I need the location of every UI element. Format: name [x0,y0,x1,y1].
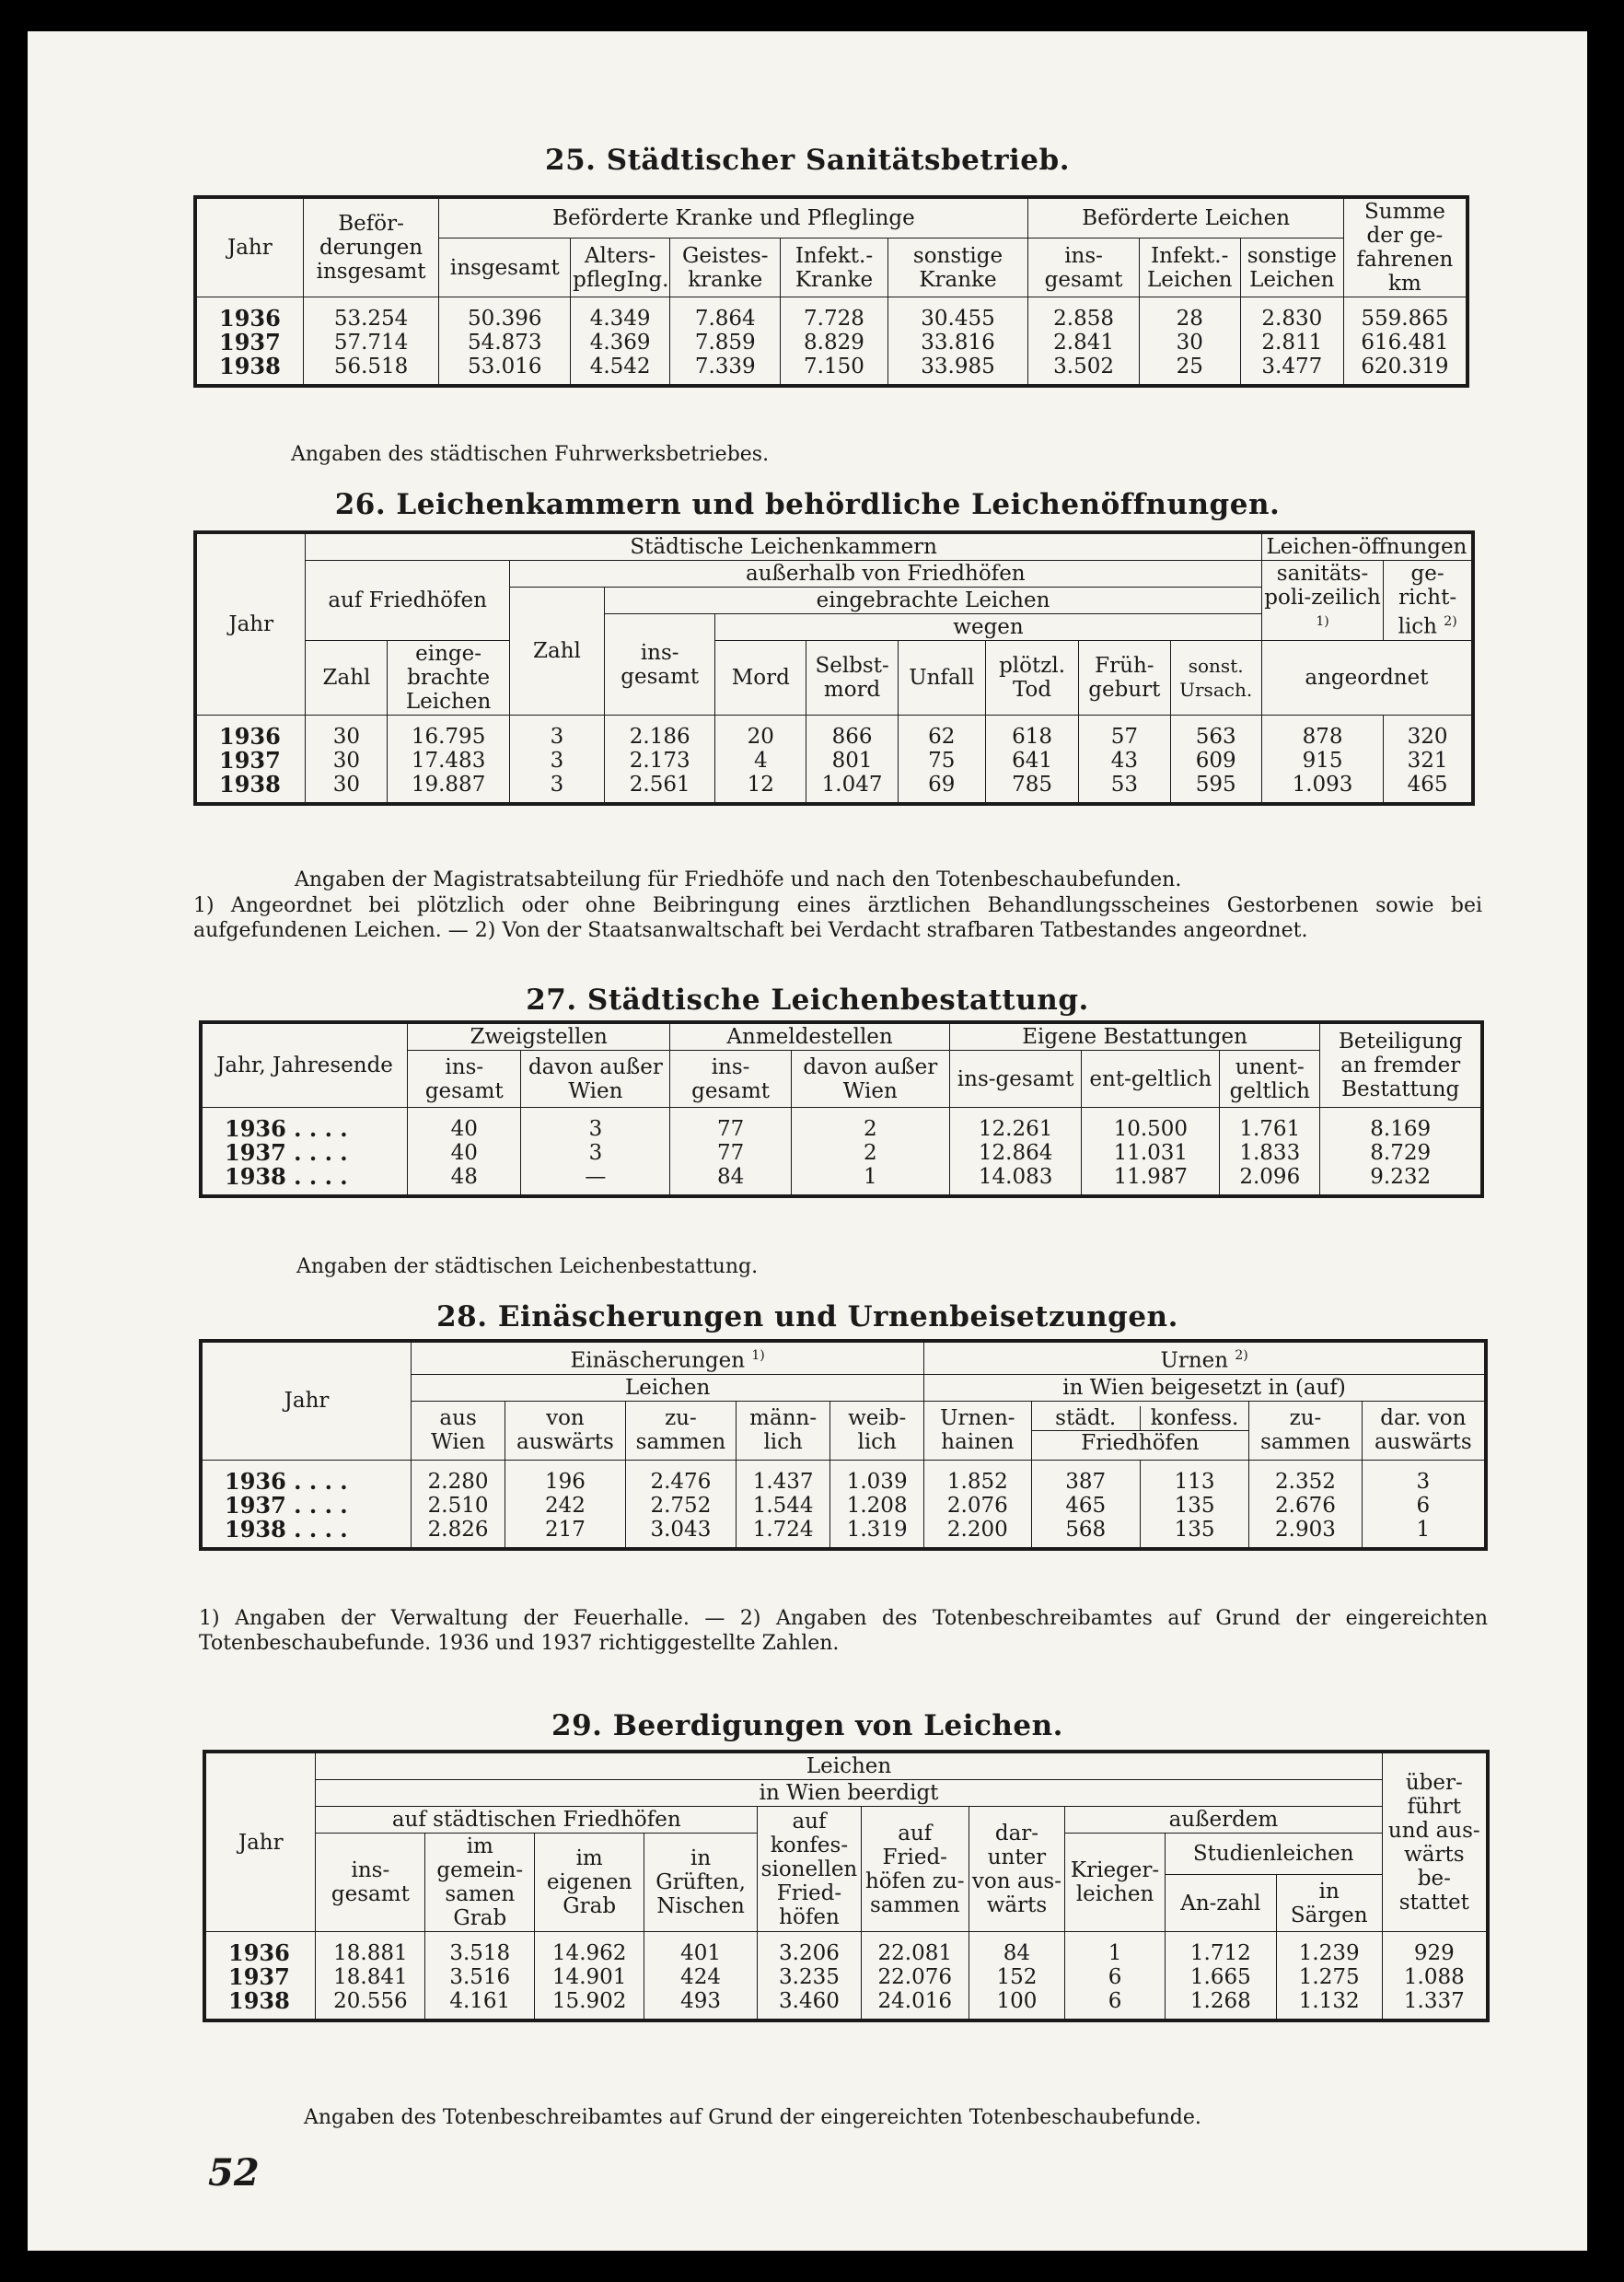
t29-col-2: 3.518 3.516 4.161 [425,1932,535,2021]
t29-col-8: 1 6 6 [1065,1932,1166,2021]
t28-col-8: 113 135 135 [1140,1460,1248,1549]
t29-col-10: 1.239 1.275 1.132 [1276,1932,1382,2021]
t28-col-2: 196 242 217 [505,1460,626,1549]
t26-h-sani: sanitäts-poli-zeilich $^{1)}$ [1261,561,1383,641]
t28-col-4: 1.437 1.544 1.724 [737,1460,830,1549]
t28-h-jahr: Jahr [201,1341,412,1460]
t29-h-staedt: auf städtischen Friedhöfen [316,1807,758,1834]
t26-h-ploetzl: plötzl. Tod [985,641,1078,716]
t27-title: 27. Städtische Leichenbestattung. [526,984,1089,1017]
t27-h-an-davon: davon außer Wien [791,1051,949,1108]
t26-h-eing2: eingebrachte Leichen [605,588,1262,614]
t26-col-7: 62 75 69 [898,716,985,805]
t29-year-col [204,1932,316,2021]
t25-h-kalt: Alters-pflegIng. [571,239,670,297]
t27-year: 1937 . . . . [225,1139,348,1166]
t26-col-9: 57 43 53 [1079,716,1170,805]
t29-h-gemein: im gemein-samen Grab [425,1834,535,1932]
t28-h-inwien: in Wien beigesetzt in (auf) [924,1374,1486,1401]
t29-h-darunter: dar-unter von aus-wärts [969,1807,1065,1932]
t26-h-stl: Städtische Leichenkammern [306,532,1261,561]
t28-year: 1936 . . . . [225,1467,348,1495]
t27-heading [28,984,1587,1017]
t28-table [199,1339,1488,1551]
t26-h-auf: auf Friedhöfen [306,561,509,641]
t26-title: 26. Leichenkammern und behördliche Leichenöffnungen. [334,488,1281,521]
t27-year-col [201,1108,408,1197]
t26-col-1: 30 30 30 [306,716,388,805]
t29-h-fried: auf Fried-höfen zu-sammen [861,1807,969,1932]
t29-col-1: 18.881 18.841 20.556 [316,1932,425,2021]
t27-col-4: 2 2 1 [791,1108,949,1197]
t26-h-mord: Mord [715,641,806,716]
t26-body [195,716,1473,805]
t26-col-2: 16.795 17.483 19.887 [388,716,509,805]
t25-body [195,297,1467,387]
t25-col-3: 4.349 4.369 4.542 [571,297,670,387]
t27-h-zw-davon: davon außer Wien [521,1051,670,1108]
t27-col-6: 10.500 11.031 11.987 [1082,1108,1220,1197]
t26-h-lo: Leichen-öffnungen [1261,532,1473,561]
t27-h-eig: Eigene Bestattungen [949,1022,1320,1051]
t29-col-9: 1.712 1.665 1.268 [1165,1932,1276,2021]
t26-col-4: 2.186 2.173 2.561 [605,716,715,805]
t27-body [201,1108,1482,1197]
t29-h-konf: auf konfes-sionellen Fried-höfen [758,1807,862,1932]
t26-h-zahl1: Zahl [306,641,388,716]
t29-table [203,1750,1490,2022]
t29-col-11: 929 1.088 1.337 [1382,1932,1488,2021]
t25-h-summe: Summe der ge-fahrenen km [1343,197,1467,297]
t25-heading [28,144,1587,177]
t26-col-10: 563 609 595 [1170,716,1261,805]
t26-year: 1937 [219,747,281,774]
t28-year: 1937 . . . . [225,1491,348,1519]
t26-h-eing1: einge-brachte Leichen [388,641,509,716]
t29-h-krieger: Krieger-leichen [1065,1834,1166,1932]
t26-col-6: 866 801 1.047 [806,716,898,805]
t27-table [199,1020,1484,1198]
t25-col-2: 50.396 54.873 53.016 [439,297,571,387]
t28-h-fried: Friedhöfen [1081,1430,1200,1455]
t27-year: 1938 . . . . [225,1163,348,1190]
t25-title: 25. Städtischer Sanitätsbetrieb. [545,144,1070,177]
t27-col-3: 77 77 84 [670,1108,792,1197]
t28-col-9: 2.352 2.676 2.903 [1249,1460,1362,1549]
t25-year: 1938 [219,353,281,379]
t25-year: 1936 [219,305,281,332]
t28-h-weib: weib-lich [830,1401,924,1460]
t28-h-zus: zu-sammen [625,1401,736,1460]
t25-h-kinf: Infekt.-Kranke [781,239,887,297]
t28-col-7: 387 465 568 [1031,1460,1140,1549]
t26-h-zahl2: Zahl [509,588,604,716]
t29-note: Angaben des Totenbeschreibamtes auf Grund der eingereichten Totenbeschaubefunde. [304,2106,1201,2129]
t25-col-8: 28 30 25 [1139,297,1240,387]
t26-h-frueh: Früh-geburt [1079,641,1170,716]
t26-h-selbst: Selbst-mord [806,641,898,716]
t28-h-darvon: dar. von auswärts [1362,1401,1486,1460]
t27-h-zw-ins: ins-gesamt [408,1051,521,1108]
t29-h-inwien: in Wien beerdigt [316,1780,1382,1807]
t25-h-kson: sonstige Kranke [887,239,1028,297]
t29-h-ueber: über-führt und aus-wärts be-stattet [1382,1752,1488,1932]
t26-year: 1936 [219,723,281,750]
t28-note: 1) Angaben der Verwaltung der Feuerhalle. — 2) Angaben des Totenbeschreibamtes auf Grund der eingereichten Totenbeschaubefunde. 1936 und 1937 richtiggestellte Zahlen. [199,1607,1488,1655]
t25-h-jahr: Jahr [195,197,303,297]
t25-col-7: 2.858 2.841 3.502 [1028,297,1139,387]
t29-col-7: 84 152 100 [969,1932,1065,2021]
t27-h-anm: Anmeldestellen [670,1022,949,1051]
t29-year: 1936 [228,1939,290,1966]
t28-col-10: 3 6 1 [1362,1460,1486,1549]
t25-h-bef: Beför-derungen insgesamt [303,197,439,297]
t28-h-ein: Einäscherungen $^{1)}$ [412,1341,924,1374]
t25-col-9: 2.830 2.811 3.477 [1240,297,1343,387]
t27-h-beteil: Beteiligung an fremder Bestattung [1320,1022,1482,1108]
t28-col-3: 2.476 2.752 3.043 [625,1460,736,1549]
t25-h-kins: insgesamt [439,239,571,297]
t29-h-eigen: im eigenen Grab [535,1834,644,1932]
t26-h-ang: angeordnet [1261,641,1473,716]
t28-year: 1938 . . . . [225,1515,348,1543]
t28-col-1: 2.280 2.510 2.826 [412,1460,505,1549]
t29-h-anzahl: An-zahl [1165,1875,1276,1932]
t25-h-kgei: Geistes-kranke [670,239,781,297]
t29-title: 29. Beerdigungen von Leichen. [551,1709,1063,1742]
t27-year: 1936 . . . . [225,1115,348,1142]
t25-col-1: 53.254 57.714 56.518 [303,297,439,387]
t29-heading [28,1709,1587,1742]
t27-col-8: 8.169 8.729 9.232 [1320,1108,1482,1197]
t26-heading [28,488,1587,521]
t25-h-lins: ins-gesamt [1028,239,1139,297]
t26-note1: Angaben der Magistratsabteilung für Friedhöfe und nach den Totenbeschaubefunden. [295,868,1182,891]
t29-h-jahr: Jahr [204,1752,316,1932]
t28-h-hain: Urnen-hainen [924,1401,1031,1460]
t26-h-ger: ge-richt-lich $^{2)}$ [1384,561,1473,641]
t26-h-insg: ins-gesamt [605,614,715,716]
page [28,31,1587,2251]
t26-h-sonst: sonst. Ursach. [1170,641,1261,716]
t28-h-von: von auswärts [505,1401,626,1460]
t27-col-5: 12.261 12.864 14.083 [949,1108,1082,1197]
t25-table [193,195,1469,388]
t29-h-ausserdem: außerdem [1065,1807,1382,1834]
t28-title: 28. Einäscherungen und Urnenbeisetzungen. [436,1300,1178,1333]
t29-h-grueft: in Grüften, Nischen [644,1834,758,1932]
t26-h-unfall: Unfall [898,641,985,716]
t28-h-urnen: Urnen $^{2)}$ [924,1341,1486,1374]
t28-h-staedt: städt. [1032,1406,1141,1430]
t25-col-10: 559.865 616.481 620.319 [1343,297,1467,387]
t27-col-1: 40 40 48 [408,1108,521,1197]
t28-h-aus: aus Wien [412,1401,505,1460]
t29-h-ins: ins-gesamt [316,1834,425,1932]
t27-h-eb-ins: ins-gesamt [949,1051,1082,1108]
t27-h-zweig: Zweigstellen [408,1022,670,1051]
t29-year: 1937 [228,1963,290,1990]
page-number: 52 [208,2151,260,2195]
t26-col-5: 20 4 12 [715,716,806,805]
t26-col-3: 3 3 3 [509,716,604,805]
t25-h-leichen: Beförderte Leichen [1028,197,1343,239]
t28-h-leichen: Leichen [412,1374,924,1401]
t25-h-linf: Infekt.-Leichen [1139,239,1240,297]
t27-col-2: 3 3 — [521,1108,670,1197]
t29-col-6: 22.081 22.076 24.016 [861,1932,969,2021]
t26-h-jahr: Jahr [195,532,306,716]
t25-year-col [195,297,303,387]
t28-body [201,1460,1486,1549]
t28-h-konf: konfess. [1150,1405,1239,1430]
t25-col-6: 30.455 33.816 33.985 [887,297,1028,387]
t28-col-6: 1.852 2.076 2.200 [924,1460,1031,1549]
t27-h-entg: ent-geltlich [1082,1051,1220,1108]
t29-h-saerge: in Särgen [1276,1875,1382,1932]
t27-col-7: 1.761 1.833 2.096 [1220,1108,1320,1197]
t26-year: 1938 [219,771,281,798]
t26-col-12: 320 321 465 [1384,716,1473,805]
t27-h-unentg: unent-geltlich [1220,1051,1320,1108]
t25-h-kranke: Beförderte Kranke und Pfleglinge [439,197,1028,239]
t26-year-col [195,716,306,805]
t28-heading [28,1300,1587,1333]
t26-col-11: 878 915 1.093 [1261,716,1383,805]
t27-h-jahr: Jahr, Jahresende [201,1022,408,1108]
t26-h-ausserhalb: außerhalb von Friedhöfen [509,561,1261,588]
t29-year: 1938 [228,1987,290,2014]
t25-col-4: 7.864 7.859 7.339 [670,297,781,387]
t29-col-5: 3.206 3.235 3.460 [758,1932,862,2021]
t26-col-8: 618 641 785 [985,716,1078,805]
t26-note2: 1) Angeordnet bei plötzlich oder ohne Beibringung eines ärztlichen Behandlungsscheines Gestorbenen sowie bei aufgefundenen Leichen. — 2) Von der Staatsanwaltschaft bei Verdacht strafbaren Tatbestandes angeordnet. [193,894,1482,942]
t29-h-leichen: Leichen [316,1752,1382,1780]
t25-col-5: 7.728 8.829 7.150 [781,297,887,387]
t27-h-an-ins: ins-gesamt [670,1051,792,1108]
t29-h-studien: Studienleichen [1165,1834,1382,1875]
t27-note: Angaben der städtischen Leichenbestattung. [296,1255,759,1278]
t25-year: 1937 [219,329,281,355]
t29-col-4: 401 424 493 [644,1932,758,2021]
t29-body [204,1932,1488,2021]
t25-h-lson: sonstige Leichen [1240,239,1343,297]
t29-col-3: 14.962 14.901 15.902 [535,1932,644,2021]
t26-table [193,530,1475,806]
t28-h-friedhoefe [1031,1401,1249,1460]
t26-h-wegen: wegen [715,614,1262,641]
t28-col-5: 1.039 1.208 1.319 [830,1460,924,1549]
t28-h-zus2: zu-sammen [1249,1401,1362,1460]
t28-year-col [201,1460,412,1549]
t28-h-maenn: männ-lich [737,1401,830,1460]
t25-note: Angaben des städtischen Fuhrwerksbetriebes. [291,443,770,466]
